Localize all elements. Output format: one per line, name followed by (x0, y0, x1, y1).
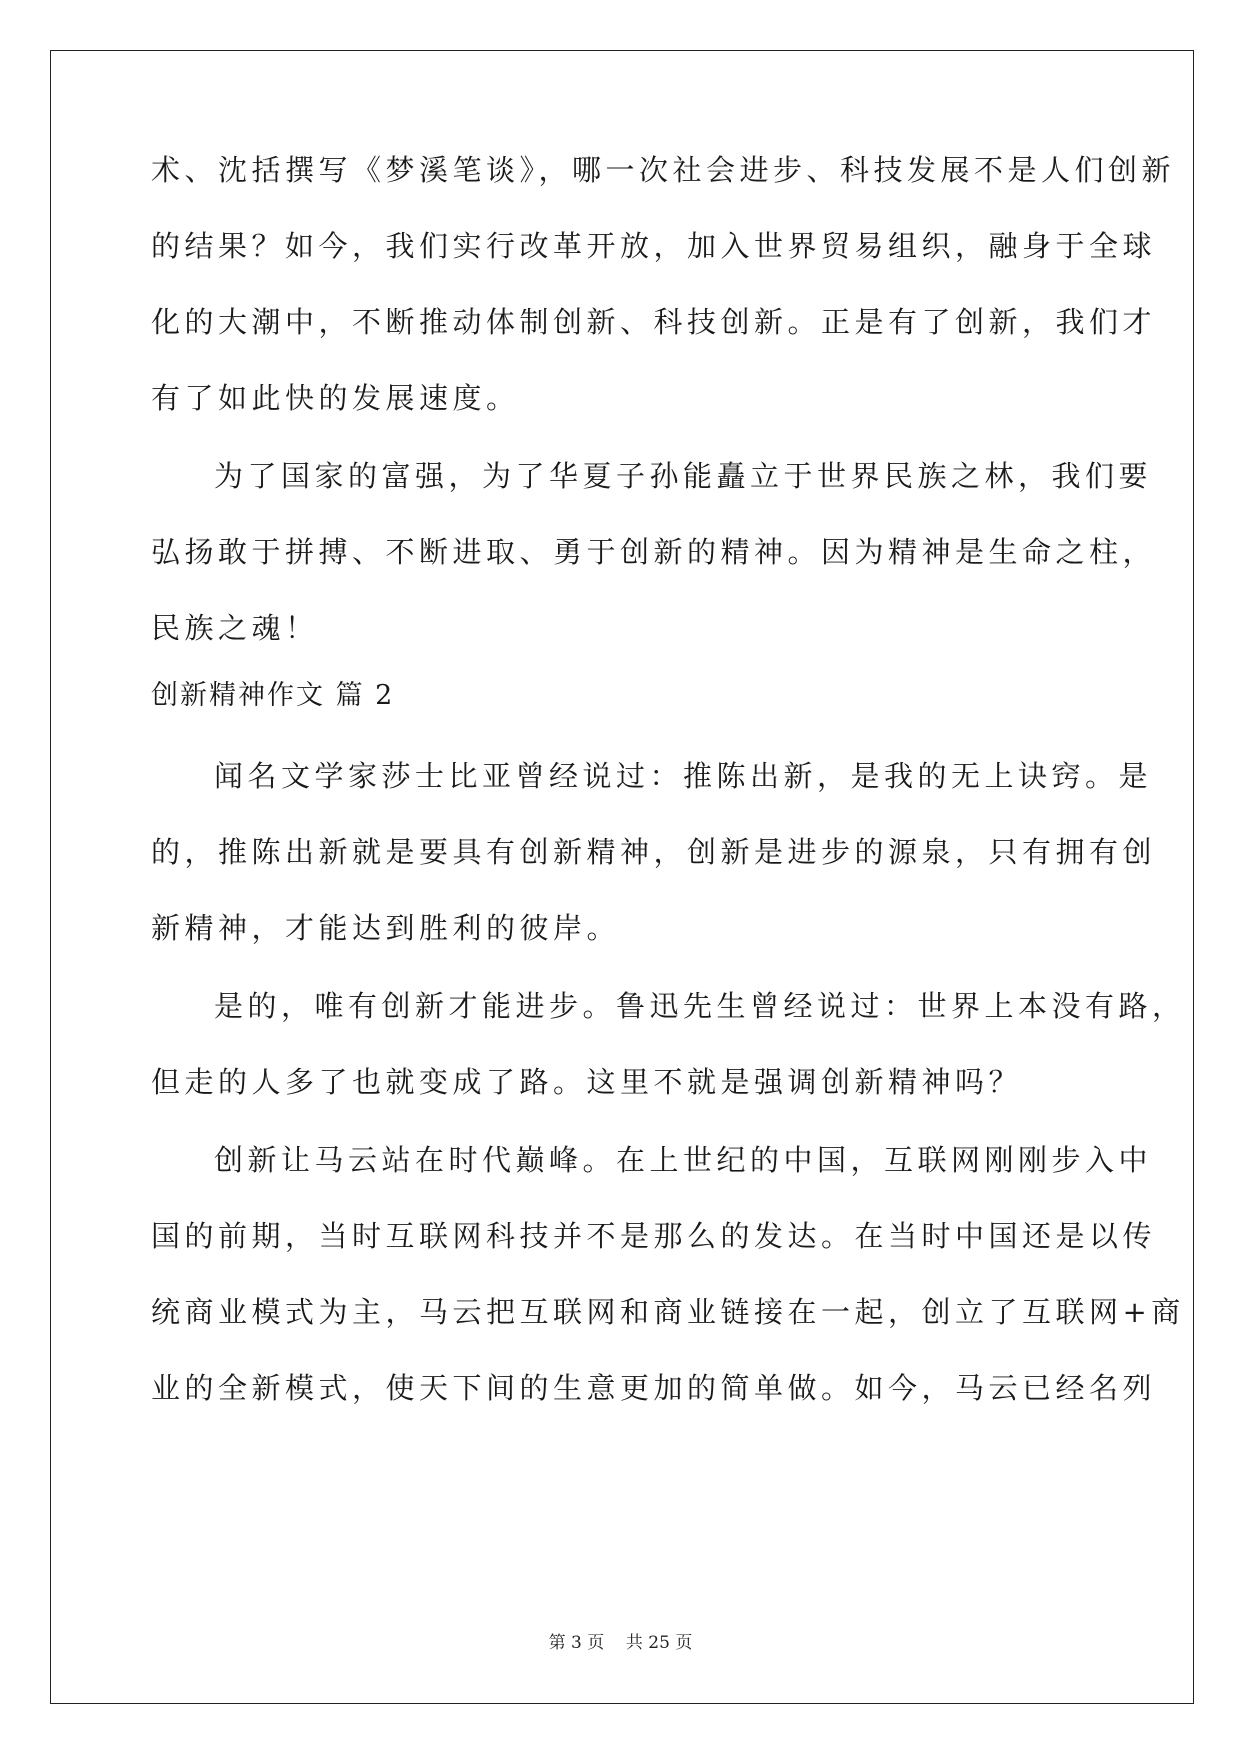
paragraph-2-line-1: 为了国家的富强，为了华夏子孙能矗立于世界民族之林，我们要 (214, 459, 1153, 493)
section-paragraph-3-line-4: 业的全新模式，使天下间的生意更加的简单做。如今，马云已经名列 (151, 1371, 1157, 1405)
section-paragraph-1-line-1: 闻名文学家莎士比亚曾经说过：推陈出新，是我的无上诀窍。是 (214, 759, 1153, 793)
section-paragraph-1-line-2: 的，推陈出新就是要具有创新精神，创新是进步的源泉，只有拥有创 (151, 835, 1157, 869)
paragraph-1-line-3: 化的大潮中，不断推动体制创新、科技创新。正是有了创新，我们才 (151, 305, 1157, 339)
paragraph-1-line-2: 的结果？如今，我们实行改革开放，加入世界贸易组织，融身于全球 (151, 229, 1157, 263)
paragraph-1-line-1: 术、沈括撰写《梦溪笔谈》，哪一次社会进步、科技发展不是人们创新 (151, 153, 1176, 187)
paragraph-2-line-3: 民族之魂！ (151, 611, 319, 645)
section-paragraph-1-line-3: 新精神，才能达到胜利的彼岸。 (151, 911, 621, 945)
page-frame (50, 50, 1194, 1704)
section-paragraph-3-line-1: 创新让马云站在时代巅峰。在上世纪的中国，互联网刚刚步入中 (214, 1143, 1153, 1177)
page-number-footer: 第 3 页 共 25 页 (548, 1633, 693, 1653)
paragraph-2-line-2: 弘扬敢于拼搏、不断进取、勇于创新的精神。因为精神是生命之柱， (151, 535, 1157, 569)
section-paragraph-3-line-3: 统商业模式为主，马云把互联网和商业链接在一起，创立了互联网+商 (151, 1295, 1185, 1329)
section-heading: 创新精神作文 篇 2 (151, 680, 395, 711)
paragraph-1-line-4: 有了如此快的发展速度。 (151, 381, 520, 415)
section-paragraph-3-line-2: 国的前期，当时互联网科技并不是那么的发达。在当时中国还是以传 (151, 1219, 1157, 1253)
section-paragraph-2-line-2: 但走的人多了也就变成了路。这里不就是强调创新精神吗？ (151, 1065, 1023, 1099)
section-paragraph-2-line-1: 是的，唯有创新才能进步。鲁迅先生曾经说过：世界上本没有路， (214, 989, 1186, 1023)
